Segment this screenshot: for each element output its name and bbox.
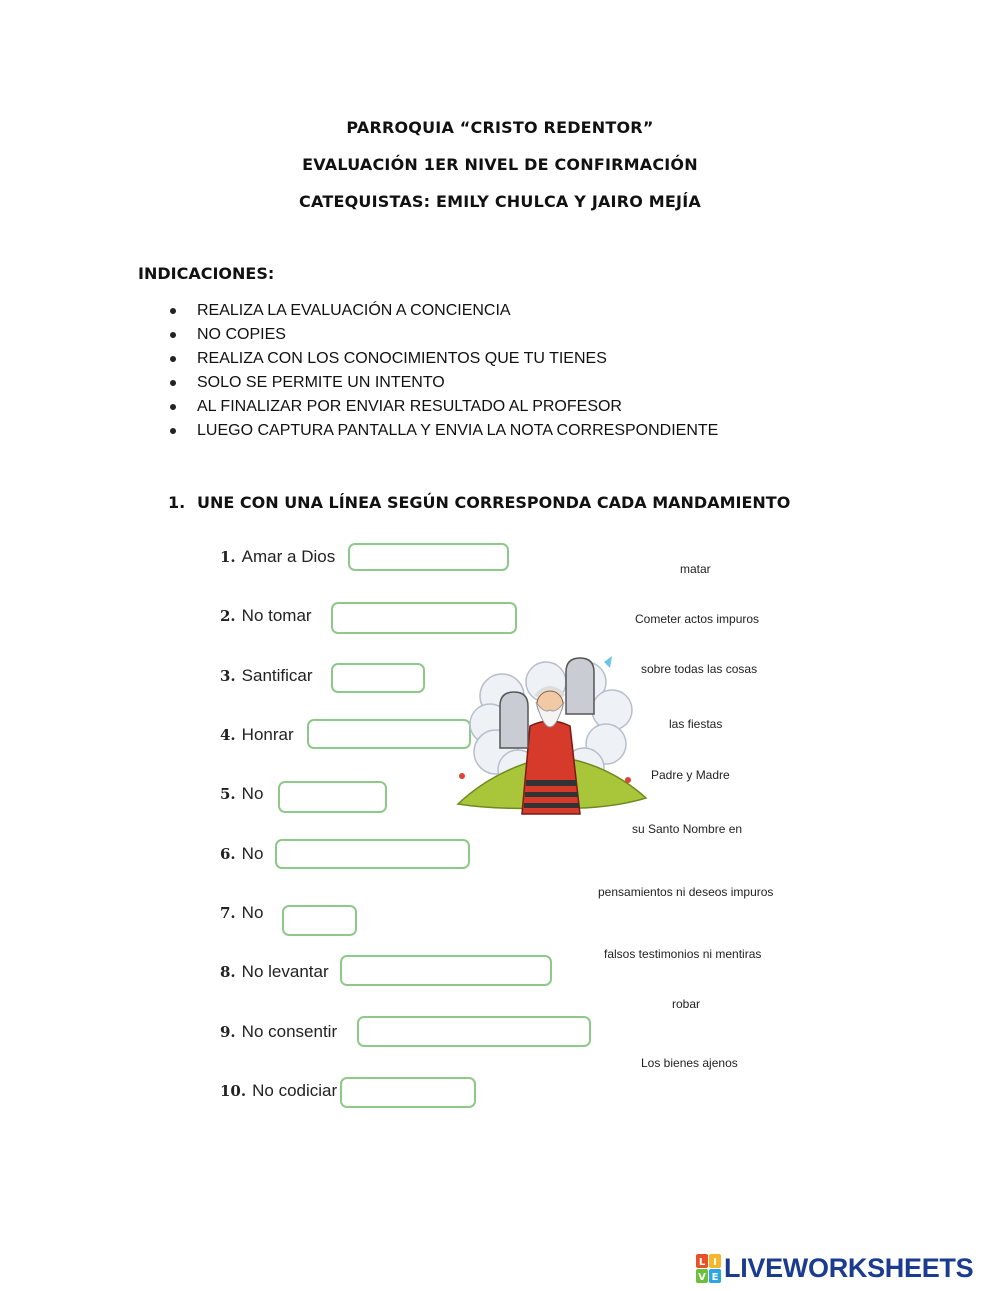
header-parish: PARROQUIA “CRISTO REDENTOR” xyxy=(346,118,654,137)
commandment-10: 10. No codiciar xyxy=(220,1081,338,1100)
commandment-3: 3. Santificar xyxy=(220,666,313,685)
liveworksheets-logo-icon xyxy=(696,1254,722,1284)
answer-box-9[interactable] xyxy=(357,1016,591,1047)
list-item: LUEGO CAPTURA PANTALLA Y ENVIA LA NOTA CORRESPONDIENTE xyxy=(168,420,718,444)
option-10: Los bienes ajenos xyxy=(641,1056,738,1070)
commandment-1: 1. Amar a Dios xyxy=(220,547,336,566)
answer-box-1[interactable] xyxy=(348,543,509,571)
list-item: REALIZA LA EVALUACIÓN A CONCIENCIA xyxy=(168,300,718,324)
answer-box-6[interactable] xyxy=(275,839,470,869)
svg-text:V: V xyxy=(698,1272,706,1283)
answer-box-8[interactable] xyxy=(340,955,552,986)
commandment-2: 2. No tomar xyxy=(220,606,312,625)
svg-text:E: E xyxy=(711,1272,719,1283)
header-catechists: CATEQUISTAS: EMILY CHULCA Y JAIRO MEJÍA xyxy=(299,192,701,211)
answer-box-7[interactable] xyxy=(282,905,357,936)
list-item: SOLO SE PERMITE UN INTENTO xyxy=(168,372,718,396)
option-1: matar xyxy=(680,562,711,576)
option-4: las fiestas xyxy=(669,717,723,731)
bullet-icon xyxy=(170,380,176,386)
bullet-icon xyxy=(170,428,176,434)
svg-text:L: L xyxy=(698,1257,706,1268)
list-item: AL FINALIZAR POR ENVIAR RESULTADO AL PROFESOR xyxy=(168,396,718,420)
header-evaluation: EVALUACIÓN 1ER NIVEL DE CONFIRMACIÓN xyxy=(302,155,698,174)
option-7: pensamientos ni deseos impuros xyxy=(598,885,774,899)
option-2: Cometer actos impuros xyxy=(635,612,760,626)
commandment-6: 6. No xyxy=(220,844,264,863)
option-5: Padre y Madre xyxy=(651,768,730,782)
option-9: robar xyxy=(672,997,701,1011)
question-title: 1. UNE CON UNA LÍNEA SEGÚN CORRESPONDA CADA MANDAMIENTO xyxy=(168,493,791,512)
answer-box-2[interactable] xyxy=(331,602,517,634)
list-item: NO COPIES xyxy=(168,324,718,348)
liveworksheets-brand[interactable]: LIVEWORKSHEETS xyxy=(724,1253,974,1283)
answer-box-5[interactable] xyxy=(278,781,387,813)
commandment-5: 5. No xyxy=(220,784,264,803)
indications-list xyxy=(168,300,718,444)
answer-box-3[interactable] xyxy=(331,663,425,693)
answer-box-10[interactable] xyxy=(340,1077,476,1108)
option-6: su Santo Nombre en xyxy=(632,822,743,836)
commandment-7: 7. No xyxy=(220,903,264,922)
svg-text:I: I xyxy=(713,1257,717,1268)
bullet-icon xyxy=(170,332,176,338)
bullet-icon xyxy=(170,356,176,362)
option-8: falsos testimonios ni mentiras xyxy=(604,947,762,961)
answer-box-4[interactable] xyxy=(307,719,471,749)
commandment-4: 4. Honrar xyxy=(220,725,294,744)
commandment-8: 8. No levantar xyxy=(220,962,329,981)
bullet-icon xyxy=(170,404,176,410)
bullet-icon xyxy=(170,308,176,314)
moses-tablets-icon xyxy=(456,652,648,822)
commandment-9: 9. No consentir xyxy=(220,1022,338,1041)
list-item: REALIZA CON LOS CONOCIMIENTOS QUE TU TIENES xyxy=(168,348,718,372)
indications-title: INDICACIONES: xyxy=(138,264,275,283)
option-3: sobre todas las cosas xyxy=(641,662,758,676)
